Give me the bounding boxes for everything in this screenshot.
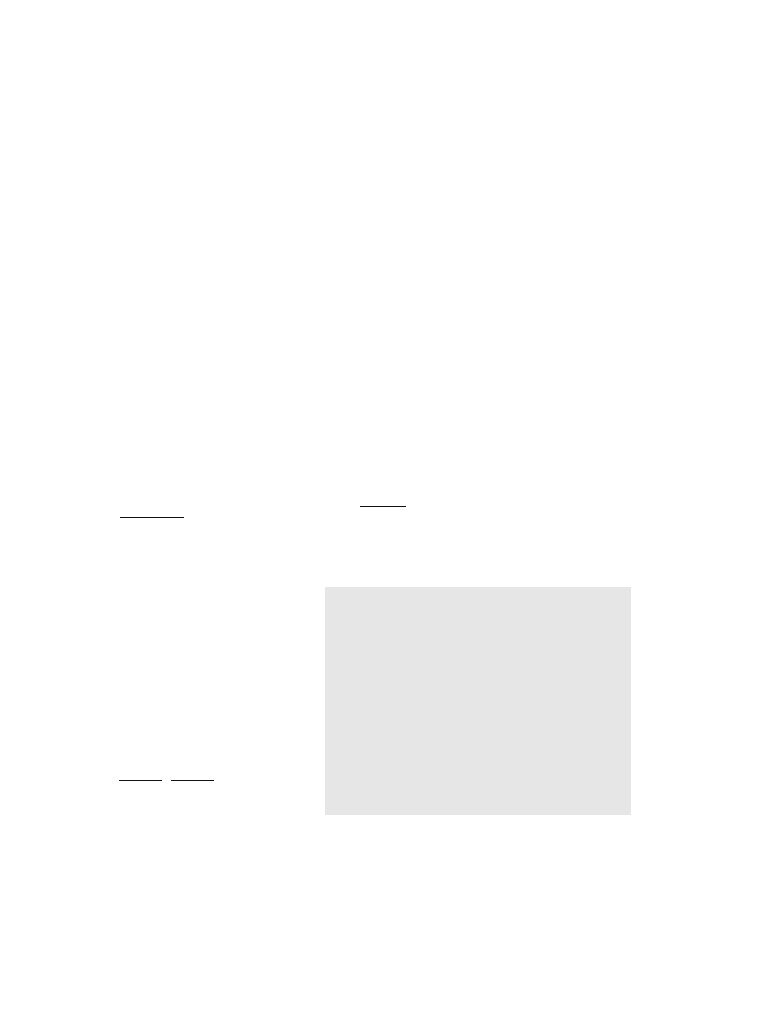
distribution-chart [325,587,631,815]
distribution-chart-svg [325,587,631,815]
p-value-cell [171,780,214,781]
z-value-cell [119,780,162,781]
statistic-fraction [120,517,184,530]
z-formula-fraction [360,506,406,520]
z-formula-denominator [360,506,406,520]
statistic-sub-fraction [120,517,184,530]
